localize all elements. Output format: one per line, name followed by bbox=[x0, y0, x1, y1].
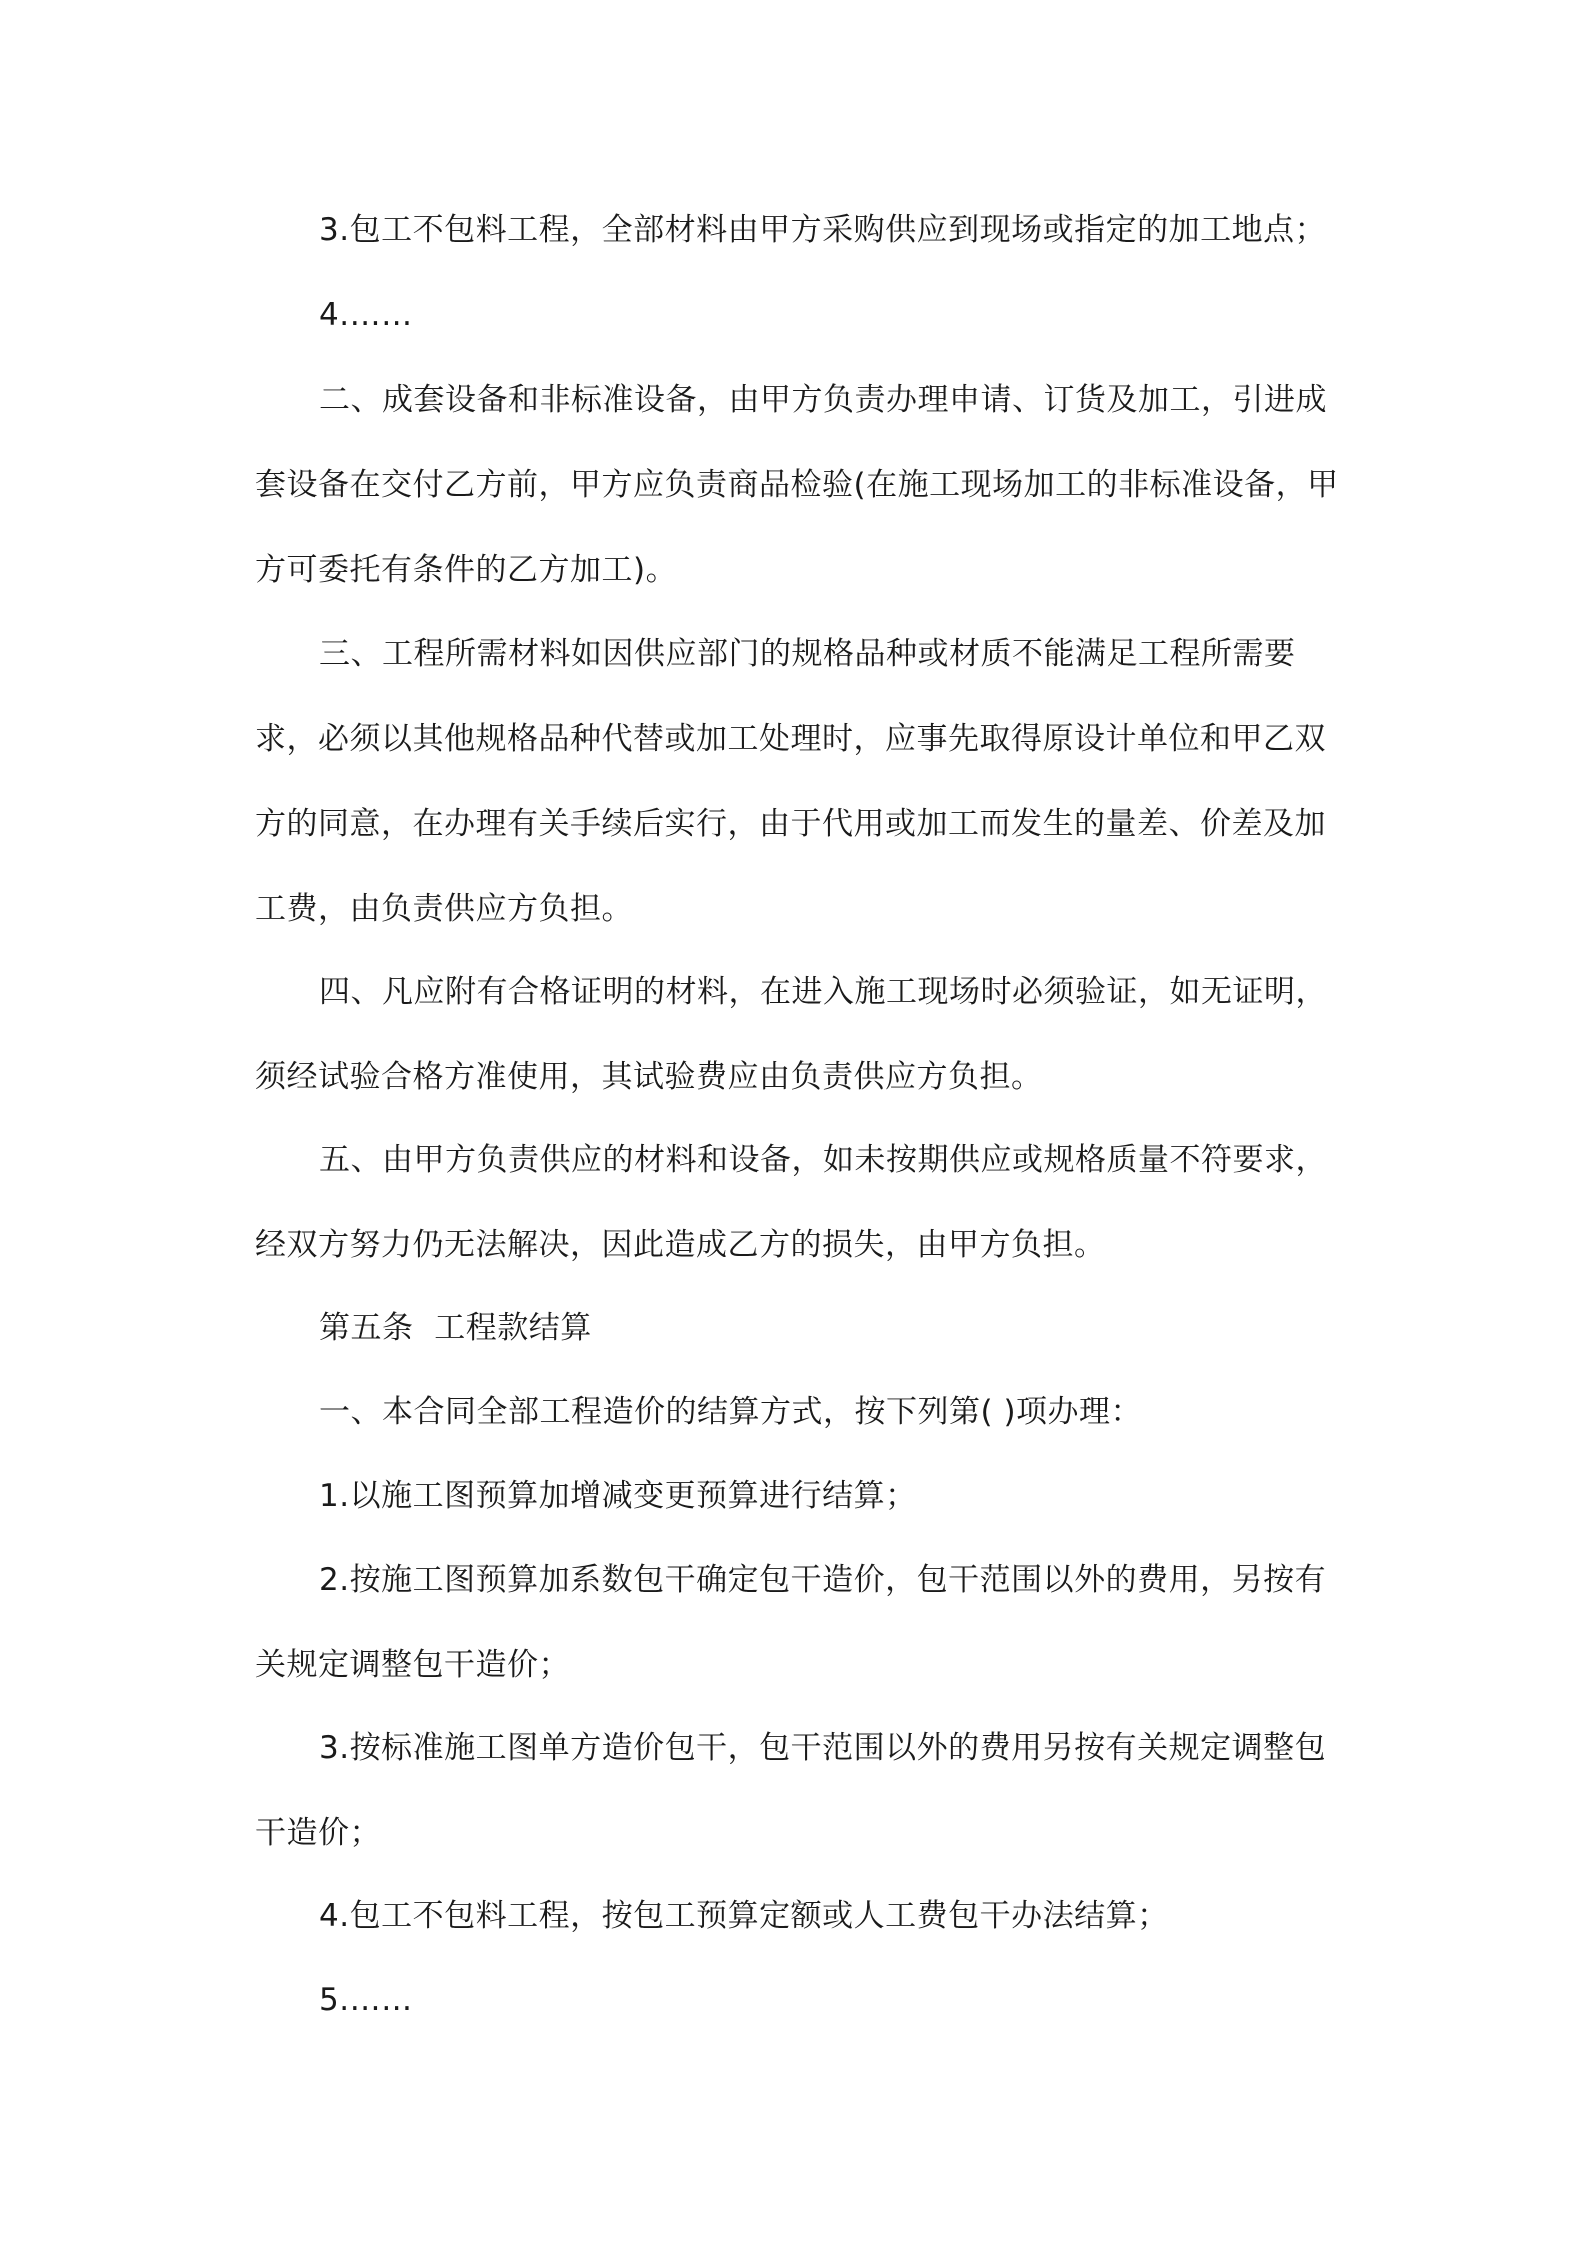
list-item-5: 5.…… bbox=[319, 1982, 413, 2018]
list-item-4: 4.包工不包料工程，按包工预算定额或人工费包干办法结算； bbox=[319, 1898, 1169, 1934]
paragraph-3: 二、成套设备和非标准设备，由甲方负责办理申请、订货及加工，引进成套设备在交付乙方前，甲方应负责商品检验(在施工现场加工的非标准设备，甲方可委托有条件的乙方加工)。 bbox=[255, 382, 1339, 588]
paragraph-4: 三、工程所需材料如因供应部门的规格品种或材质不能满足工程所需要求，必须以其他规格品种代替或加工处理时，应事先取得原设计单位和甲乙双方的同意，在办理有关手续后实行，由于代用或加工而发生的量差、价差及加工费，由负责供应方负担。 bbox=[255, 636, 1326, 927]
list-item-1: 1.以施工图预算加增减变更预算进行结算； bbox=[319, 1478, 917, 1514]
list-item-2: 2.按施工图预算加系数包干确定包干造价，包干范围以外的费用，另按有关规定调整包干造价； bbox=[255, 1562, 1327, 1683]
list-item-3: 3.按标准施工图单方造价包干，包干范围以外的费用另按有关规定调整包干造价； bbox=[255, 1730, 1327, 1851]
paragraph-7: 一、本合同全部工程造价的结算方式，按下列第( )项办理： bbox=[319, 1394, 1143, 1430]
paragraph-6: 五、由甲方负责供应的材料和设备，如未按期供应或规格质量不符要求，经双方努力仍无法解决，因此造成乙方的损失，由甲方负担。 bbox=[255, 1142, 1327, 1263]
paragraph-1: 3.包工不包料工程，全部材料由甲方采购供应到现场或指定的加工地点； bbox=[319, 212, 1327, 248]
section-heading: 第五条 工程款结算 bbox=[319, 1310, 592, 1346]
paragraph-2: 4.…… bbox=[319, 297, 413, 333]
paragraph-5: 四、凡应附有合格证明的材料，在进入施工现场时必须验证，如无证明，须经试验合格方准使用，其试验费应由负责供应方负担。 bbox=[255, 974, 1327, 1095]
